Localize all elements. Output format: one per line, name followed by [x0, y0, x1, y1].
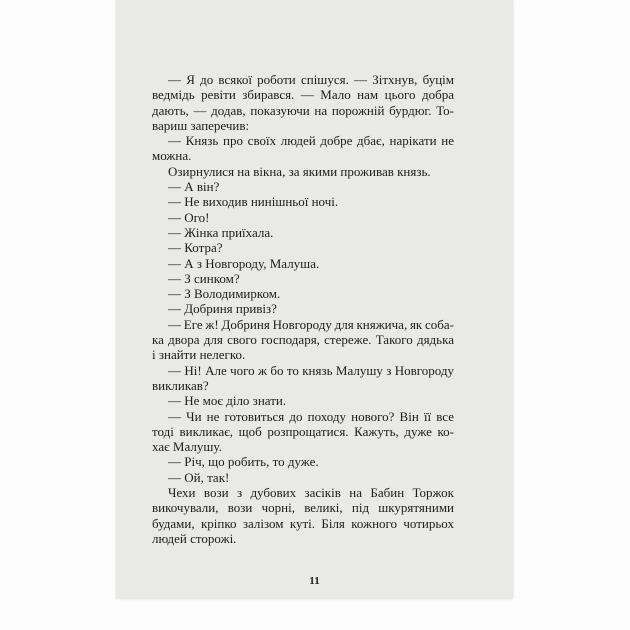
- text-line: — З Володимирком.: [168, 286, 281, 302]
- text-line: ведмідь ревіти збирався. — Мало нам цього добра: [152, 87, 454, 103]
- text-line: — Не виходив нинішньої ночі.: [168, 194, 339, 210]
- text-line: — Добриня привіз?: [168, 301, 277, 317]
- text-line: — Еге ж! Добриня Новгороду для княжича, як соба-: [168, 316, 454, 332]
- text-line: викочували, вози чорні, великі, під шкурятяними: [152, 500, 454, 516]
- text-line: — А він?: [168, 179, 220, 195]
- text-line: дають, — додав, показуючи на порожній бурдюг. То-: [152, 102, 454, 118]
- text-line: Озирнулися на вікна, за якими проживав князь.: [168, 163, 431, 179]
- text-line: — З синком?: [168, 270, 240, 286]
- text-line: — Я до всякої роботи спішуся. — Зітхнув, буцім: [168, 72, 454, 87]
- text-line: — Ой, так!: [168, 469, 230, 485]
- text-line: ка двора для свого господаря, стереже. Такого дядька: [152, 332, 454, 348]
- page-text: [152, 72, 454, 546]
- page-number: 11: [309, 575, 320, 587]
- text-line: тоді викликає, щоб розпрощатися. Кажуть, дуже ко-: [152, 423, 454, 439]
- text-line: — Чи не готовиться до походу нового? Він її все: [168, 408, 454, 424]
- text-line: викликав?: [152, 377, 209, 393]
- text-line: Чехи вози з дубових засіків на Бабин Торжок: [168, 485, 454, 501]
- text-line: — Котра?: [168, 240, 223, 256]
- text-line: — Ні! Але чого ж бо то князь Малушу з Новгороду: [168, 362, 454, 378]
- text-line: і знайти нелегко.: [152, 347, 246, 363]
- text-line: — Не моє діло знати.: [168, 393, 287, 409]
- text-line: — Жінка приїхала.: [168, 224, 274, 240]
- text-line: хає Малушу.: [152, 439, 222, 455]
- text-line: будами, кріпко залізом куті. Біля кожного чотирьох: [152, 515, 454, 531]
- text-line: — Ого!: [168, 209, 210, 225]
- text-line: людей сторожі.: [152, 530, 237, 546]
- text-line: — А з Новгороду, Малуша.: [168, 255, 320, 271]
- text-line: — Річ, що робить, то дуже.: [168, 454, 319, 470]
- book-page: [116, 0, 513, 599]
- text-line: вариш заперечив:: [152, 117, 250, 133]
- text-line: — Князь про своїх людей добре дбає, нарікати не: [168, 133, 454, 149]
- text-line: можна.: [152, 148, 192, 164]
